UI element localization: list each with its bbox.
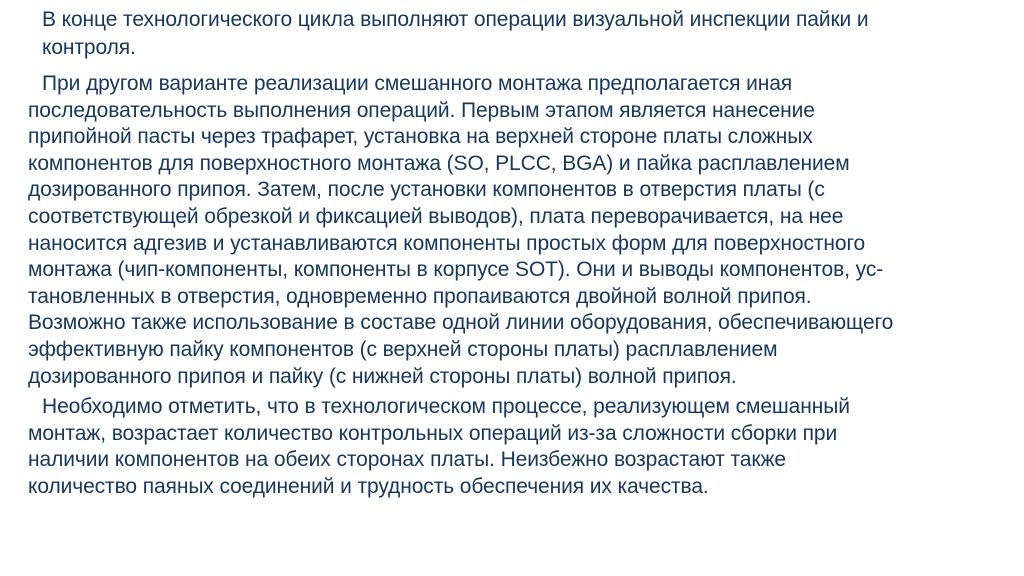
text-line: компонентов для поверхностного монтажа (SO, PLCC, BGA) и пайка расплавлением	[28, 151, 850, 175]
text-line: монтажа (чип-компоненты, компоненты в корпусе SOT). Они и выводы компонентов, ус-	[28, 258, 884, 282]
text-line: В конце технологического цикла выполняют операции визуальной инспекции пайки и	[42, 8, 869, 31]
text-line: Необходимо отметить, что в технологическом процессе, реализующем смешанный	[42, 395, 850, 418]
text-line: эффективную пайку компонентов (с верхней стороны платы) расплавлением	[28, 337, 778, 361]
text-line: При другом варианте реализации смешанного монтажа предполагается иная	[42, 72, 793, 95]
paragraph-inspection	[42, 6, 869, 62]
text-line: количество паяных соединений и трудность обеспечения их качества.	[28, 474, 709, 498]
text-line: наличии компонентов на обеих сторонах платы. Неизбежно возрастают также	[28, 448, 786, 472]
text-line: припойной пасты через трафарет, установка на верхней стороне платы сложных	[28, 125, 813, 149]
text-line: наносится адгезив и устанавливаются компоненты простых форм для поверхностного	[28, 231, 866, 255]
text-line: дозированного припоя. Затем, после установки компонентов в отверстия платы (с	[28, 178, 825, 202]
text-line: контроля.	[42, 36, 136, 59]
text-line: тановленных в отверстия, одновременно пропаиваются двойной волной припоя.	[28, 284, 812, 308]
text-line: монтаж, возрастает количество контрольных операций из-за сложности сборки при	[28, 421, 838, 445]
text-line: последовательность выполнения операций. Первым этапом является нанесение	[28, 98, 815, 122]
paragraph-mixed-mounting	[28, 71, 893, 390]
paragraph-control-operations	[28, 394, 850, 500]
text-line: соответствующей обрезкой и фиксацией выводов), плата переворачивается, на нее	[28, 204, 844, 228]
text-line: дозированного припоя и пайку (с нижней стороны платы) волной припоя.	[28, 364, 737, 388]
text-line: Возможно также использование в составе одной линии оборудования, обеспечивающего	[28, 311, 894, 335]
